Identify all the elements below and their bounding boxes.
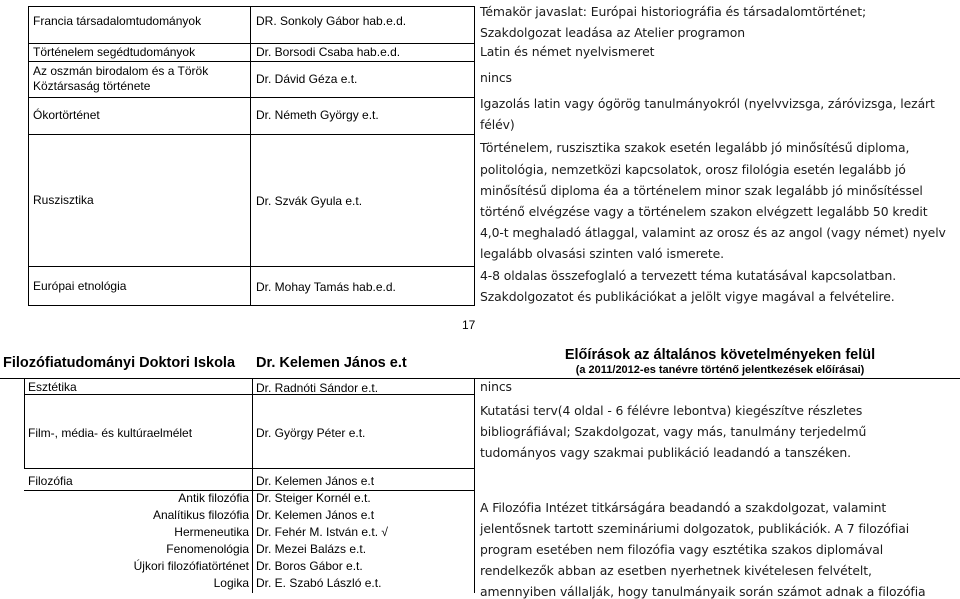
- program-name: Történelem segédtudományok: [33, 45, 196, 59]
- requirements-header-subtitle: (a 2011/2012-es tanévre történő jelentkezések előírásai): [575, 364, 865, 376]
- program-name: Film-, média- és kultúraelmélet: [28, 426, 193, 440]
- requirement-text: Történelem, ruszisztika szakok esetén legalább jó minősítésű diploma,: [480, 140, 910, 155]
- requirement-text: nincs: [480, 379, 512, 394]
- subprogram-name: Újkori filozófiatörténet: [133, 559, 249, 573]
- requirement-text: legalább olvasási szinten való ismerete.: [480, 246, 724, 261]
- requirements-header-title: Előírások az általános követelményeken felül: [564, 347, 876, 363]
- program-leader: Dr. György Péter e.t.: [256, 426, 366, 440]
- program-name: Esztétika: [28, 380, 77, 394]
- subprogram-leader: Dr. Steiger Kornél e.t.: [256, 491, 371, 505]
- subprogram-leader: Dr. Kelemen János e.t: [256, 508, 375, 522]
- subprogram-name: Logika: [213, 576, 249, 590]
- subprogram-name: Analítikus filozófia: [152, 508, 249, 522]
- subprogram-leader: Dr. Fehér M. István e.t. √: [256, 525, 388, 539]
- requirement-text: tudományos vagy szakmai publikáció leadandó a tanszéken.: [480, 445, 851, 460]
- subprogram-name: Antik filozófia: [178, 491, 249, 505]
- requirement-text: nincs: [480, 70, 512, 85]
- school-head: Dr. Kelemen János e.t: [256, 355, 407, 371]
- program-name: Ókortörténet: [33, 108, 100, 122]
- requirement-text: rendelkezők abban az esetben nyerhetnek kivételesen felvételt,: [480, 563, 872, 578]
- requirement-text: Igazolás latin vagy ógörög tanulmányokról (nyelvvizsga, záróvizsga, lezárt: [480, 96, 935, 111]
- requirement-text: Szakdolgozatot és publikációkat a jelölt vigye magával a felvételire.: [480, 289, 895, 304]
- program-name: Francia társadalomtudományok: [33, 14, 202, 28]
- program-leader: Dr. Dávid Géza e.t.: [256, 72, 358, 86]
- subprogram-leader: Dr. E. Szabó László e.t.: [256, 576, 382, 590]
- program-name: Európai etnológia: [33, 279, 127, 293]
- school-title: Filozófiatudományi Doktori Iskola: [3, 355, 236, 371]
- requirement-text: amennyiben vállalják, hogy tanulmányaik során számot adnak a filozófia: [480, 584, 926, 599]
- requirement-text: politológia, nemzetközi kapcsolatok, orosz filológia esetén legalább jó: [480, 162, 906, 177]
- program-leader: Dr. Szvák Gyula e.t.: [256, 194, 363, 208]
- program-leader: Dr. Kelemen János e.t: [256, 474, 375, 488]
- program-name: Köztársaság története: [33, 79, 151, 93]
- requirement-text: bibliográfiával; Szakdolgozat, vagy más, tanulmány terjedelmű: [480, 424, 867, 439]
- requirement-text: A Filozófia Intézet titkárságára beadandó a szakdolgozat, valamint: [480, 500, 887, 515]
- page-number: 17: [462, 318, 476, 332]
- program-name: Filozófia: [28, 474, 73, 488]
- program-leader: Dr. Németh György e.t.: [256, 108, 379, 122]
- subprogram-leader: Dr. Boros Gábor e.t.: [256, 559, 363, 573]
- requirement-text: történő elvégzése vagy a történelem szakon elvégzett legalább 50 kredit: [480, 204, 928, 219]
- requirement-text: Latin és német nyelvismeret: [480, 44, 655, 59]
- subprogram-leader: Dr. Mezei Balázs e.t.: [256, 542, 367, 556]
- program-leader: Dr. Borsodi Csaba hab.e.d.: [256, 45, 401, 59]
- requirement-text: Szakdolgozat leadása az Atelier programon: [480, 25, 746, 40]
- program-leader: DR. Sonkoly Gábor hab.e.d.: [256, 14, 407, 28]
- requirement-text: Témakör javaslat: Európai historiográfia és társadalomtörténet;: [480, 4, 867, 19]
- program-name: Ruszisztika: [33, 193, 94, 207]
- requirement-text: Kutatási terv(4 oldal - 6 félévre lebontva) kiegészítve részletes: [480, 403, 863, 418]
- requirement-text: 4-8 oldalas összefoglaló a tervezett téma kutatásával kapcsolatban.: [480, 268, 897, 283]
- program-leader: Dr. Radnóti Sándor e.t.: [256, 381, 379, 395]
- subprogram-name: Hermeneutika: [174, 525, 249, 539]
- requirement-text: program esetében nem filozófia vagy esztétika szakos diplomával: [480, 542, 884, 557]
- requirement-text: jelentősnek tartott szemináriumi dolgozatok, publikációk. A 7 filozófiai: [480, 521, 910, 536]
- program-leader: Dr. Mohay Tamás hab.e.d.: [256, 280, 396, 294]
- requirement-text: minősítésű diploma éa a történelem minor szak legalább jó minősítéssel: [480, 183, 923, 198]
- requirement-text: félév): [480, 117, 515, 132]
- subprogram-name: Fenomenológia: [166, 542, 249, 556]
- requirement-text: 4,0-t meghaladó átlaggal, valamint az orosz és az angol (vagy német) nyelv: [480, 225, 946, 240]
- program-name: Az oszmán birodalom és a Török: [33, 64, 209, 78]
